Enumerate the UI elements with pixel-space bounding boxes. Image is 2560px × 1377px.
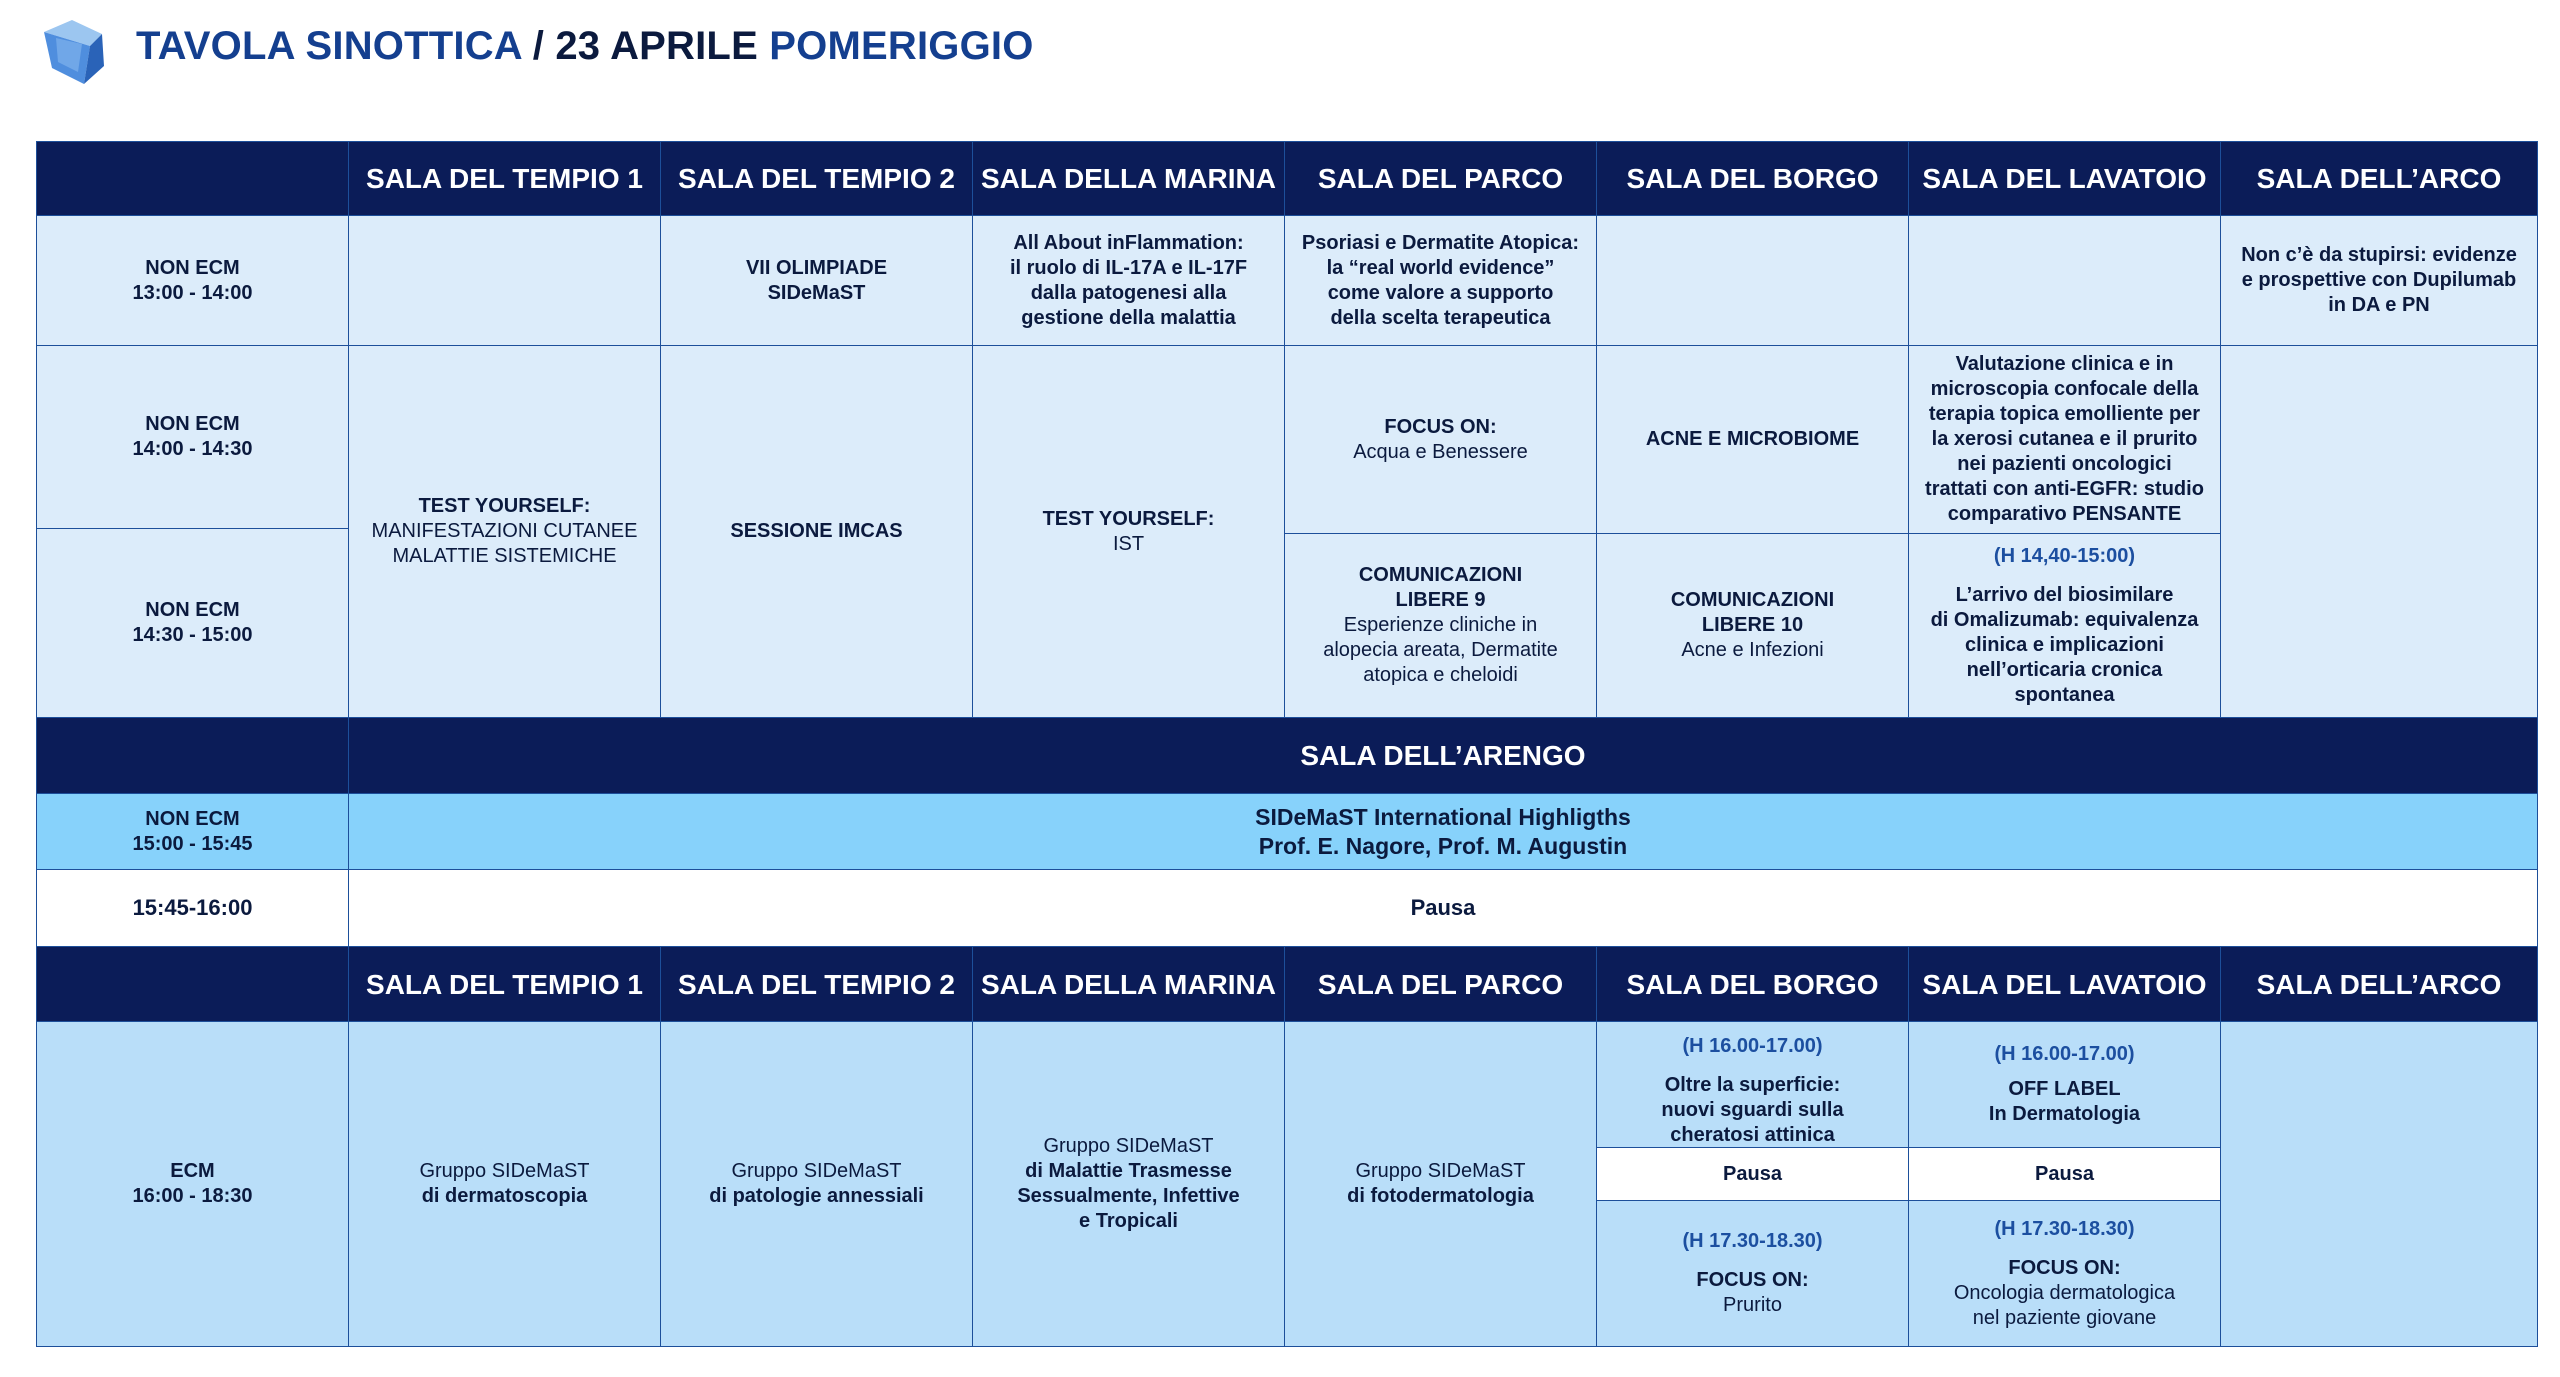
session-r3-parco bbox=[1284, 1021, 1597, 1347]
session-time: (H 16.00-17.00) bbox=[1994, 1043, 2135, 1065]
session-r2-parco-b bbox=[1284, 533, 1597, 718]
session-r1-parco bbox=[1284, 215, 1597, 346]
session-line: dalla patogenesi alla bbox=[1030, 281, 1227, 304]
logo-icon bbox=[32, 18, 110, 88]
session-line: la “real world evidence” bbox=[1326, 256, 1555, 279]
session-line: Oncologia dermatologica bbox=[1953, 1281, 2176, 1304]
slot-type: NON ECM bbox=[145, 599, 240, 621]
slot-type: NON ECM bbox=[145, 256, 240, 279]
session-title: LIBERE 9 bbox=[1395, 589, 1486, 611]
session-line: Oltre la superficie: bbox=[1664, 1074, 1841, 1096]
header-room-lavatoio: SALA DEL LAVATOIO bbox=[1908, 141, 2221, 216]
header-corner bbox=[36, 141, 349, 216]
session-line: Gruppo SIDeMaST bbox=[1355, 1160, 1526, 1182]
slot-time: 16:00 - 18:30 bbox=[132, 1185, 253, 1207]
session-line: cheratosi attinica bbox=[1670, 1124, 1835, 1146]
title-sep: / bbox=[521, 24, 556, 68]
session-line: L’arrivo del biosimilare bbox=[1955, 583, 2174, 606]
slot-type: ECM bbox=[170, 1160, 215, 1182]
session-line: gestione della malattia bbox=[1021, 306, 1236, 329]
session-line: In Dermatologia bbox=[1988, 1103, 2141, 1125]
header-room-parco: SALA DEL PARCO bbox=[1284, 141, 1597, 216]
session-line: VII OLIMPIADE bbox=[745, 256, 888, 279]
session-line: Psoriasi e Dermatite Atopica: bbox=[1301, 231, 1580, 254]
session-r2-marina bbox=[972, 345, 1285, 718]
session-pausa bbox=[348, 869, 2538, 947]
session-line: Gruppo SIDeMaST bbox=[419, 1160, 590, 1182]
pausa-label: Pausa bbox=[2035, 1162, 2094, 1185]
session-line: di Malattie Trasmesse bbox=[1025, 1160, 1232, 1182]
header-room-tempio2: SALA DEL TEMPIO 2 bbox=[660, 141, 973, 216]
session-line: MALATTIE SISTEMICHE bbox=[392, 545, 617, 567]
session-r3-borgo-pausa bbox=[1596, 1147, 1909, 1201]
slot-1500 bbox=[36, 793, 349, 870]
session-r3-tempio2 bbox=[660, 1021, 973, 1347]
slot-time: 13:00 - 14:00 bbox=[132, 281, 253, 304]
session-line: alopecia areata, Dermatite bbox=[1323, 639, 1558, 661]
session-r1-tempio1 bbox=[348, 215, 661, 346]
session-title: FOCUS ON: bbox=[2008, 1256, 2121, 1279]
session-line: Sessualmente, Infettive bbox=[1017, 1185, 1240, 1207]
session-r3-lavatoio-1 bbox=[1908, 1021, 2221, 1148]
session-r2-lavatoio-b bbox=[1908, 533, 2221, 718]
session-r2-arco bbox=[2220, 345, 2538, 718]
slot-time: 14:30 - 15:00 bbox=[132, 624, 253, 646]
session-r2-parco-a bbox=[1284, 345, 1597, 534]
session-title: TEST YOURSELF: bbox=[418, 495, 591, 517]
session-r1-arco bbox=[2220, 215, 2538, 346]
header-room-borgo: SALA DEL BORGO bbox=[1596, 946, 1909, 1022]
session-title: SESSIONE IMCAS bbox=[730, 520, 903, 542]
session-line: All About inFlammation: bbox=[1013, 231, 1244, 254]
header-room-arco: SALA DELL’ARCO bbox=[2220, 141, 2538, 216]
session-line: Valutazione clinica e in bbox=[1955, 353, 2174, 375]
header-room-arengo: SALA DELL’ARENGO bbox=[348, 717, 2538, 794]
session-r2-tempio1 bbox=[348, 345, 661, 718]
session-line: Gruppo SIDeMaST bbox=[1043, 1135, 1214, 1157]
session-line: SIDeMaST International Highligths bbox=[1255, 803, 1631, 830]
session-line: come valore a supporto bbox=[1327, 281, 1554, 304]
session-line: Prurito bbox=[1723, 1294, 1782, 1316]
session-title: FOCUS ON: bbox=[1384, 415, 1497, 438]
session-line: clinica e implicazioni bbox=[1965, 633, 2164, 656]
session-time: (H 17.30-18.30) bbox=[1682, 1230, 1823, 1252]
session-line: di dermatoscopia bbox=[421, 1185, 588, 1207]
session-time: (H 14,40-15:00) bbox=[1993, 544, 2136, 567]
session-line: Non c’è da stupirsi: evidenze bbox=[2241, 244, 2517, 266]
session-r1-lavatoio bbox=[1908, 215, 2221, 346]
title-part2: 23 APRILE bbox=[555, 24, 758, 68]
title-part3: POMERIGGIO bbox=[769, 24, 1034, 68]
session-r3-borgo-2 bbox=[1596, 1200, 1909, 1347]
session-title: TEST YOURSELF: bbox=[1042, 507, 1215, 530]
session-r3-lavatoio-pausa bbox=[1908, 1147, 2221, 1201]
slot-time: 15:45-16:00 bbox=[132, 895, 253, 921]
session-arengo bbox=[348, 793, 2538, 870]
slot-1545 bbox=[36, 869, 349, 947]
header-room-borgo: SALA DEL BORGO bbox=[1596, 141, 1909, 216]
session-line: Gruppo SIDeMaST bbox=[731, 1160, 902, 1182]
session-r2-borgo-a bbox=[1596, 345, 1909, 534]
title-part1: TAVOLA SINOTTICA bbox=[136, 24, 522, 68]
session-line: nel paziente giovane bbox=[1972, 1306, 2157, 1329]
arengo-corner bbox=[36, 717, 349, 794]
session-line: la xerosi cutanea e il prurito bbox=[1931, 428, 2198, 450]
session-title: COMUNICAZIONI bbox=[1670, 589, 1835, 611]
session-line: microscopia confocale della bbox=[1930, 378, 2199, 400]
slot-1400 bbox=[36, 345, 349, 529]
session-title: LIBERE 10 bbox=[1701, 614, 1804, 636]
schedule-table bbox=[36, 141, 2538, 1347]
header-room-parco: SALA DEL PARCO bbox=[1284, 946, 1597, 1022]
slot-time: 15:00 - 15:45 bbox=[132, 832, 253, 855]
session-line: comparativo PENSANTE bbox=[1947, 503, 2182, 525]
session-r2-tempio2 bbox=[660, 345, 973, 718]
session-line: in DA e PN bbox=[2328, 294, 2430, 316]
header-room-arco: SALA DELL’ARCO bbox=[2220, 946, 2538, 1022]
header-room-marina: SALA DELLA MARINA bbox=[972, 141, 1285, 216]
session-r1-tempio2 bbox=[660, 215, 973, 346]
session-line: IST bbox=[1112, 532, 1145, 555]
session-line: nell’orticaria cronica bbox=[1966, 658, 2163, 681]
session-line: spontanea bbox=[2014, 683, 2115, 706]
session-title: COMUNICAZIONI bbox=[1358, 564, 1523, 586]
slot-1430 bbox=[36, 528, 349, 718]
session-r3-lavatoio-2 bbox=[1908, 1200, 2221, 1347]
session-r3-tempio1 bbox=[348, 1021, 661, 1347]
session-line: terapia topica emolliente per bbox=[1928, 403, 2201, 425]
session-title: ACNE E MICROBIOME bbox=[1645, 428, 1860, 450]
session-line: e prospettive con Dupilumab bbox=[2241, 269, 2517, 291]
session-r3-arco bbox=[2220, 1021, 2538, 1347]
session-line: SIDeMaST bbox=[767, 281, 866, 304]
header-room-tempio2: SALA DEL TEMPIO 2 bbox=[660, 946, 973, 1022]
session-line: Prof. E. Nagore, Prof. M. Augustin bbox=[1258, 832, 1628, 859]
session-r1-marina bbox=[972, 215, 1285, 346]
header-corner-2 bbox=[36, 946, 349, 1022]
session-time: (H 17.30-18.30) bbox=[1994, 1217, 2135, 1240]
session-line: di fotodermatologia bbox=[1347, 1185, 1534, 1207]
session-line: della scelta terapeutica bbox=[1330, 306, 1551, 329]
page-title bbox=[136, 24, 1034, 69]
session-line: atopica e cheloidi bbox=[1363, 664, 1518, 686]
slot-time: 14:00 - 14:30 bbox=[132, 438, 253, 460]
session-line: di patologie annessiali bbox=[709, 1185, 924, 1207]
session-line: nei pazienti oncologici bbox=[1957, 453, 2172, 475]
header-room-tempio1: SALA DEL TEMPIO 1 bbox=[348, 141, 661, 216]
session-line: nuovi sguardi sulla bbox=[1661, 1099, 1844, 1121]
session-line: MANIFESTAZIONI CUTANEE bbox=[371, 520, 638, 542]
session-r3-marina bbox=[972, 1021, 1285, 1347]
session-line: Acqua e Benessere bbox=[1353, 440, 1528, 463]
session-line: Esperienze cliniche in bbox=[1343, 614, 1538, 636]
session-time: (H 16.00-17.00) bbox=[1682, 1035, 1823, 1057]
session-line: di Omalizumab: equivalenza bbox=[1930, 608, 2199, 631]
session-r1-borgo bbox=[1596, 215, 1909, 346]
slot-1300 bbox=[36, 215, 349, 346]
session-r2-borgo-b bbox=[1596, 533, 1909, 718]
slot-1600 bbox=[36, 1021, 349, 1347]
session-line: e Tropicali bbox=[1079, 1210, 1178, 1232]
session-title: FOCUS ON: bbox=[1696, 1269, 1809, 1291]
header-room-lavatoio: SALA DEL LAVATOIO bbox=[1908, 946, 2221, 1022]
session-line: trattati con anti-EGFR: studio bbox=[1925, 478, 2204, 500]
session-line: OFF LABEL bbox=[2008, 1078, 2121, 1100]
session-line: Acne e Infezioni bbox=[1681, 639, 1824, 661]
pausa-label: Pausa bbox=[1723, 1162, 1782, 1185]
slot-type: NON ECM bbox=[145, 413, 240, 435]
slot-type: NON ECM bbox=[145, 807, 240, 830]
header-room-marina: SALA DELLA MARINA bbox=[972, 946, 1285, 1022]
session-line: il ruolo di IL-17A e IL-17F bbox=[1009, 256, 1248, 279]
header-room-tempio1: SALA DEL TEMPIO 1 bbox=[348, 946, 661, 1022]
pausa-label: Pausa bbox=[1410, 895, 1476, 921]
session-r2-lavatoio-a bbox=[1908, 345, 2221, 534]
